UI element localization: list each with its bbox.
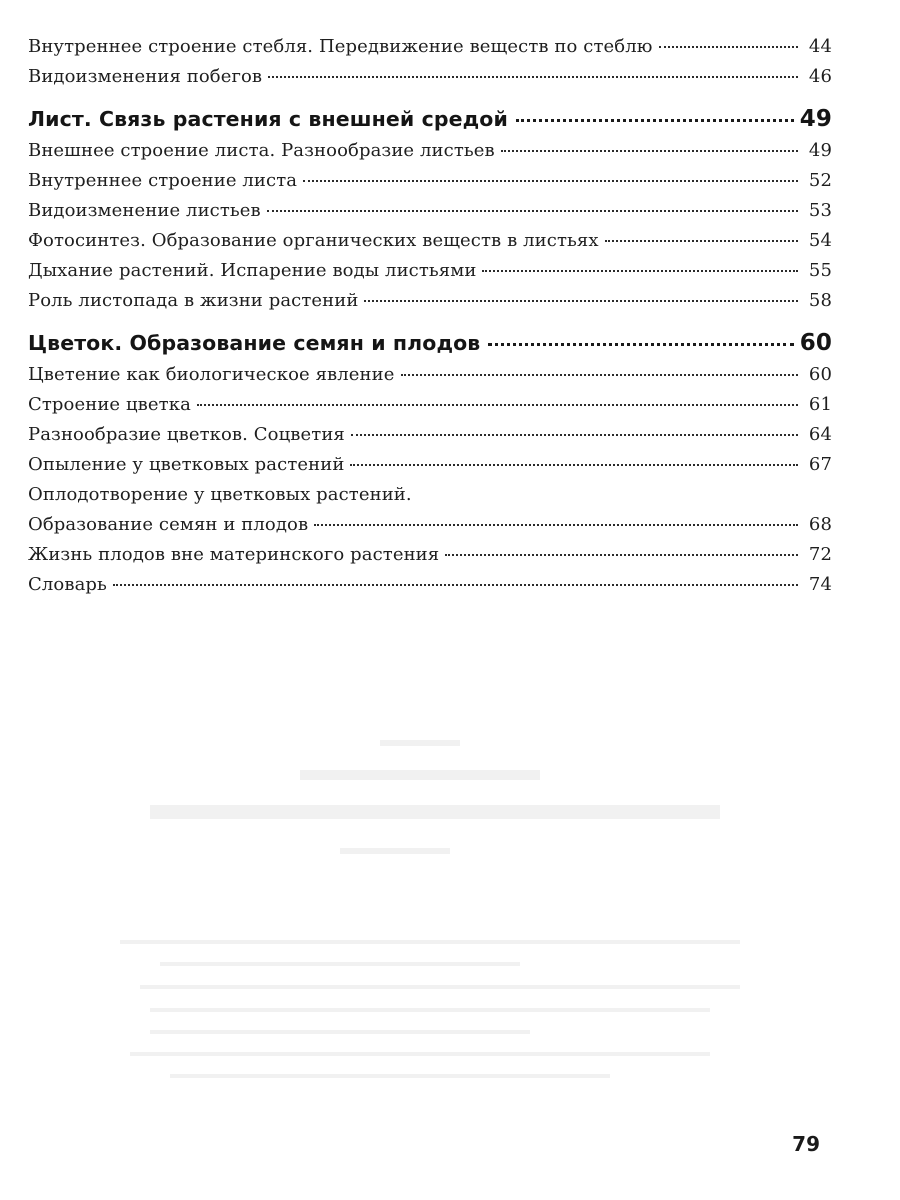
dot-leader: [605, 240, 798, 242]
toc-entry-title: Внешнее строение листа. Разнообразие листьев: [28, 140, 495, 161]
toc-entry: [28, 66, 832, 96]
table-of-contents: [28, 36, 832, 604]
toc-entry: [28, 544, 832, 574]
dot-leader: [501, 150, 798, 152]
toc-entry-title: Фотосинтез. Образование органических веществ в листьях: [28, 230, 599, 251]
toc-entry: [28, 364, 832, 394]
toc-section-title: Цветок. Образование семян и плодов: [28, 331, 481, 355]
toc-section-heading: [28, 320, 832, 364]
toc-entry-page: 74: [808, 574, 832, 595]
toc-entry-title: Дыхание растений. Испарение воды листьями: [28, 260, 477, 281]
toc-entry-title: Строение цветка: [28, 394, 191, 415]
toc-entry: [28, 574, 832, 604]
dot-leader: [314, 524, 798, 526]
toc-section-page: 49: [799, 106, 832, 132]
toc-entry-title: Цветение как биологическое явление: [28, 364, 395, 385]
toc-entry-page: 60: [808, 364, 832, 385]
toc-entry-title: Опыление у цветковых растений: [28, 454, 345, 475]
toc-entry-page: 44: [808, 36, 832, 57]
toc-entry-page: 58: [808, 290, 832, 311]
toc-entry: [28, 394, 832, 424]
toc-entry: [28, 230, 832, 260]
dot-leader: [351, 434, 798, 436]
toc-entry-page: 52: [808, 170, 832, 191]
toc-entry-title: Жизнь плодов вне материнского растения: [28, 544, 440, 565]
toc-entry: [28, 260, 832, 290]
toc-entry-page: 49: [808, 140, 832, 161]
toc-entry-title: Видоизменения побегов: [28, 66, 263, 87]
toc-section-page: 60: [799, 330, 832, 356]
toc-entry-page: 46: [808, 66, 832, 87]
toc-entry-page: 72: [808, 544, 832, 565]
toc-entry-page: 68: [808, 514, 832, 535]
toc-entry-page: 64: [808, 424, 832, 445]
show-through-texture: [0, 700, 900, 1100]
toc-section-title: Лист. Связь растения с внешней средой: [28, 107, 508, 131]
toc-entry-first-line: [28, 484, 832, 514]
toc-entry-title: Внутреннее строение листа: [28, 170, 298, 191]
toc-entry: [28, 424, 832, 454]
toc-entry-page: 67: [808, 454, 832, 475]
toc-entry: [28, 170, 832, 200]
toc-entry-title: Оплодотворение у цветковых растений.: [28, 484, 412, 505]
dot-leader: [350, 464, 798, 466]
dot-leader: [303, 180, 798, 182]
toc-entry: [28, 514, 832, 544]
dot-leader: [267, 210, 798, 212]
dot-leader: [445, 554, 798, 556]
toc-entry: [28, 140, 832, 170]
toc-section-heading: [28, 96, 832, 140]
dot-leader: [488, 343, 793, 346]
toc-entry-page: 55: [808, 260, 832, 281]
toc-entry-page: 53: [808, 200, 832, 221]
dot-leader: [113, 584, 798, 586]
dot-leader: [659, 46, 798, 48]
toc-entry: [28, 36, 832, 66]
dot-leader: [516, 119, 794, 122]
toc-entry-title: Видоизменение листьев: [28, 200, 261, 221]
toc-entry-title: Роль листопада в жизни растений: [28, 290, 359, 311]
dot-leader: [268, 76, 798, 78]
toc-entry: [28, 454, 832, 484]
toc-entry-title: Внутреннее строение стебля. Передвижение веществ по стеблю: [28, 36, 653, 57]
toc-entry-title: Образование семян и плодов: [28, 514, 309, 535]
toc-entry-page: 54: [808, 230, 832, 251]
dot-leader: [364, 300, 798, 302]
dot-leader: [482, 270, 798, 272]
toc-entry-title: Словарь: [28, 574, 107, 595]
toc-entry-page: 61: [808, 394, 832, 415]
toc-entry-title: Разнообразие цветков. Соцветия: [28, 424, 345, 445]
dot-leader: [197, 404, 798, 406]
toc-entry: [28, 290, 832, 320]
dot-leader: [401, 374, 798, 376]
toc-entry: [28, 200, 832, 230]
page-number: 79: [792, 1132, 820, 1156]
